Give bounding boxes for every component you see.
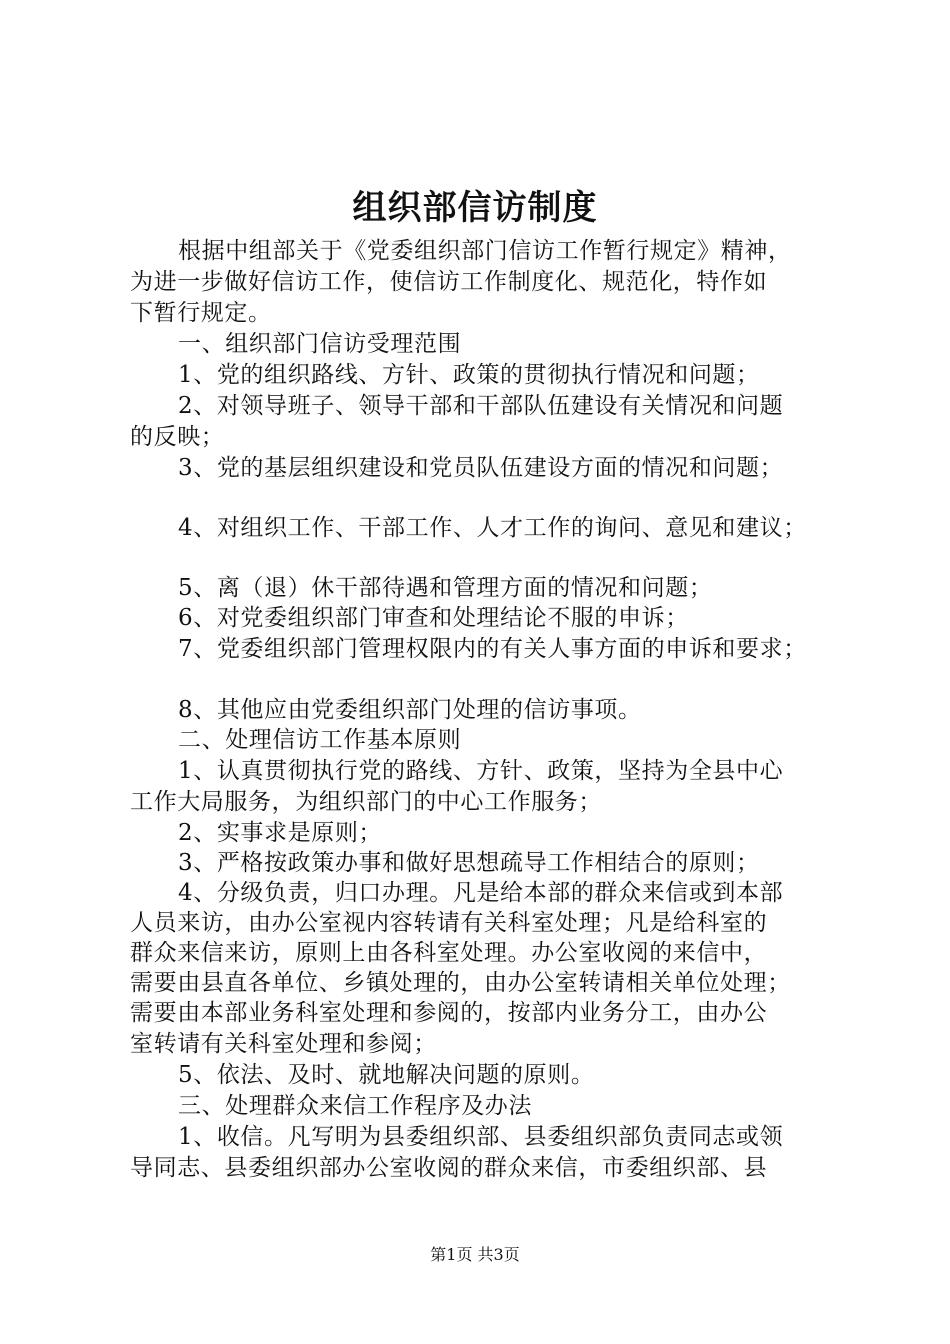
- list-item-continuation: 需要由县直各单位、乡镇处理的，由办公室转请相关单位处理；: [130, 970, 791, 996]
- page-footer: 第1页 共3页: [430, 1245, 520, 1264]
- list-item-continuation: 工作大局服务，为组织部门的中心工作服务；: [130, 789, 602, 815]
- list-item: 7、党委组织部门管理权限内的有关人事方面的申诉和要求；: [178, 636, 807, 662]
- list-item: 4、对组织工作、干部工作、人才工作的询问、意见和建议；: [178, 515, 807, 541]
- list-item: 1、党的组织路线、方针、政策的贯彻执行情况和问题；: [178, 362, 760, 388]
- list-item: 2、对领导班子、领导干部和干部队伍建设有关情况和问题: [178, 393, 784, 419]
- list-item: 3、党的基层组织建设和党员队伍建设方面的情况和问题；: [178, 455, 784, 481]
- list-item-continuation: 人员来访，由办公室视内容转请有关科室处理；凡是给科室的: [130, 910, 768, 936]
- list-item-continuation: 的反映；: [130, 424, 225, 450]
- paragraph-line: 根据中组部关于《党委组织部门信访工作暂行规定》精神，: [178, 238, 792, 264]
- list-item-continuation: 需要由本部业务科室处理和参阅的，按部内业务分工，由办公: [130, 1000, 768, 1026]
- list-item: 8、其他应由党委组织部门处理的信访事项。: [178, 697, 642, 723]
- list-item: 6、对党委组织部门审查和处理结论不服的申诉；: [178, 605, 689, 631]
- list-item: 5、离（退）休干部待遇和管理方面的情况和问题；: [178, 575, 713, 601]
- paragraph-line: 下暂行规定。: [130, 300, 272, 326]
- list-item: 1、认真贯彻执行党的路线、方针、政策，坚持为全县中心: [178, 758, 784, 784]
- list-item: 1、收信。凡写明为县委组织部、县委组织部负责同志或领: [178, 1124, 784, 1150]
- section-heading: 二、处理信访工作基本原则: [178, 727, 462, 753]
- section-heading: 一、组织部门信访受理范围: [178, 331, 462, 357]
- list-item-continuation: 室转请有关科室处理和参阅；: [130, 1031, 437, 1057]
- list-item-continuation: 导同志、县委组织部办公室收阅的群众来信，市委组织部、县: [130, 1155, 768, 1181]
- section-heading: 三、处理群众来信工作程序及办法: [178, 1093, 532, 1119]
- list-item-continuation: 群众来信来访，原则上由各科室处理。办公室收阅的来信中，: [130, 940, 768, 966]
- document-title: 组织部信访制度: [352, 188, 598, 228]
- list-item: 3、严格按政策办事和做好思想疏导工作相结合的原则；: [178, 850, 760, 876]
- list-item: 2、实事求是原则；: [178, 820, 383, 846]
- list-item: 5、依法、及时、就地解决问题的原则。: [178, 1062, 595, 1088]
- paragraph-line: 为进一步做好信访工作，使信访工作制度化、规范化，特作如: [130, 269, 768, 295]
- list-item: 4、分级负责，归口办理。凡是给本部的群众来信或到本部: [178, 880, 784, 906]
